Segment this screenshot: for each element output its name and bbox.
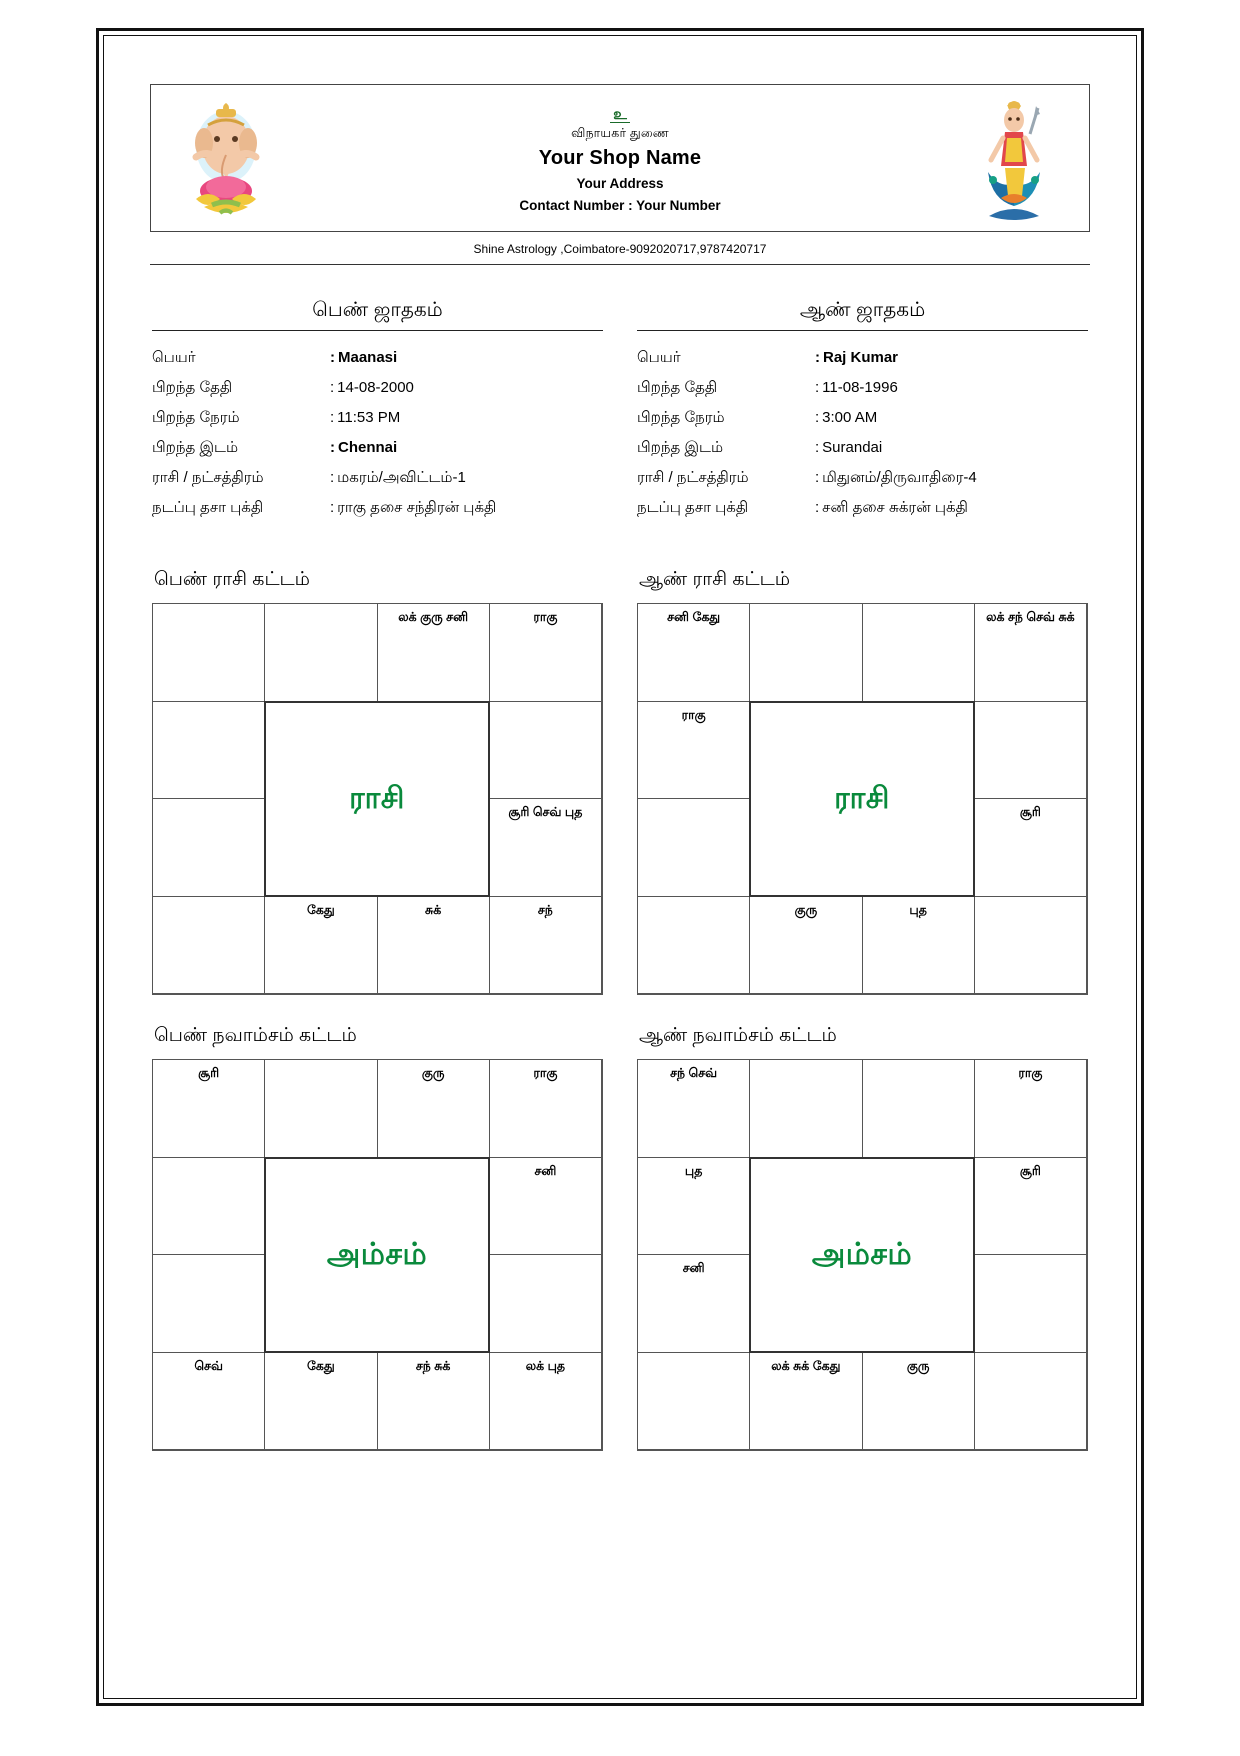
chart-house-cell: சூரி <box>974 798 1087 897</box>
header-box <box>150 84 1090 232</box>
shop-contact: Contact Number : Your Number <box>519 198 721 214</box>
field-label: பிறந்த இடம் <box>637 439 724 456</box>
chart-house-cell: சுக் <box>377 896 490 995</box>
astrology-grid <box>637 603 1088 995</box>
chart-house-cell <box>489 1254 602 1353</box>
chart-house-cell <box>974 1352 1087 1451</box>
bride-navamsam-chart <box>152 1025 603 1451</box>
colon-separator: : <box>815 439 820 456</box>
navamsam-charts-row <box>142 1025 1098 1451</box>
colon-separator: : <box>815 409 820 426</box>
chart-house-cell: புத <box>637 1157 750 1256</box>
field-value <box>330 493 603 523</box>
field-value-text: Surandai <box>822 439 883 456</box>
field-value-text: Raj Kumar <box>823 349 899 366</box>
chart-house-cell <box>152 798 265 897</box>
chart-center-cell <box>749 701 975 897</box>
field-label: பெயர் <box>637 349 681 366</box>
chart-house-cell <box>152 701 265 800</box>
field-label: நடப்பு தசா புக்தி <box>152 499 264 516</box>
field-label: ராசி / நட்சத்திரம் <box>152 469 264 486</box>
field-label: பெயர் <box>152 349 196 366</box>
chart-house-cell: லக் சந் செவ் சுக் <box>974 603 1087 702</box>
page-border-inner <box>103 35 1137 1699</box>
chart-house-cell <box>974 896 1087 995</box>
chart-center-label: ராசி <box>349 782 405 815</box>
field-value-text: மகரம்/அவிட்டம்-1 <box>337 469 466 486</box>
chart-house-cell: ராகு <box>489 1059 602 1158</box>
field-label: பிறந்த தேதி <box>637 379 718 396</box>
field-value <box>330 403 603 433</box>
astrology-grid <box>152 603 603 995</box>
chart-house-cell: சனி <box>489 1157 602 1256</box>
bride-section-title: பெண் ஜாதகம் <box>152 299 603 331</box>
astrology-credit-line: Shine Astrology ,Coimbatore-9092020717,9787420717 <box>150 232 1090 265</box>
detail-row <box>152 343 603 373</box>
chart-house-cell <box>637 1352 750 1451</box>
chart-center-cell <box>264 701 490 897</box>
field-value <box>330 433 603 463</box>
chart-heading: ஆண் நவாம்சம் கட்டம் <box>639 1025 837 1046</box>
field-label: நடப்பு தசா புக்தி <box>637 499 749 516</box>
chart-house-cell <box>152 1254 265 1353</box>
bride-rasi-chart <box>152 569 603 995</box>
chart-house-cell: ராகு <box>637 701 750 800</box>
colon-separator: : <box>330 349 335 366</box>
detail-row <box>637 463 1088 493</box>
chart-house-cell: கேது <box>264 1352 377 1451</box>
field-value <box>330 373 603 403</box>
chart-house-cell: செவ் <box>152 1352 265 1451</box>
chart-house-cell: சூரி செவ் புத <box>489 798 602 897</box>
colon-separator: : <box>330 499 335 516</box>
page-border-outer <box>96 28 1144 1706</box>
field-value-text: சனி தசை சுக்ரன் புக்தி <box>822 499 968 516</box>
chart-house-cell: சனி கேது <box>637 603 750 702</box>
colon-separator: : <box>815 379 820 396</box>
colon-separator: : <box>330 469 335 486</box>
colon-separator: : <box>330 379 335 396</box>
groom-rasi-chart <box>637 569 1088 995</box>
detail-row <box>637 493 1088 523</box>
detail-row <box>152 463 603 493</box>
chart-house-cell: லக் குரு சனி <box>377 603 490 702</box>
rasi-charts-row <box>142 569 1098 995</box>
detail-row <box>637 343 1088 373</box>
om-symbol: உ <box>610 107 630 124</box>
field-label: பிறந்த இடம் <box>152 439 239 456</box>
colon-separator: : <box>815 499 820 516</box>
field-value-text: 11-08-1996 <box>822 379 898 396</box>
astrology-grid <box>637 1059 1088 1451</box>
chart-house-cell <box>152 1157 265 1256</box>
colon-separator: : <box>815 349 820 366</box>
field-label: ராசி / நட்சத்திரம் <box>637 469 749 486</box>
chart-house-cell: கேது <box>264 896 377 995</box>
field-value <box>815 403 1088 433</box>
chart-heading: ஆண் ராசி கட்டம் <box>639 569 791 590</box>
colon-separator: : <box>330 439 335 456</box>
chart-center-label: அம்சம் <box>326 1238 428 1271</box>
groom-section-title: ஆண் ஜாதகம் <box>637 299 1088 331</box>
chart-house-cell <box>974 1254 1087 1353</box>
field-value-text: மிதுனம்/திருவாதிரை-4 <box>822 469 977 486</box>
chart-house-cell <box>152 896 265 995</box>
colon-separator: : <box>330 409 335 426</box>
chart-house-cell <box>862 1059 975 1158</box>
murugan-peacock-icon <box>939 85 1089 231</box>
chart-house-cell <box>974 701 1087 800</box>
chart-house-cell: குரு <box>862 1352 975 1451</box>
groom-details-column <box>637 299 1088 523</box>
vinayagar-thunai-text: விநாயகர் துணை <box>571 126 669 141</box>
chart-heading: பெண் ராசி கட்டம் <box>154 569 310 590</box>
detail-row <box>637 403 1088 433</box>
chart-house-cell: சூரி <box>152 1059 265 1158</box>
field-value <box>330 463 603 493</box>
field-value-text: Maanasi <box>338 349 398 366</box>
chart-house-cell: சந் செவ் <box>637 1059 750 1158</box>
ganesha-icon <box>151 85 301 231</box>
bride-field-list <box>152 343 603 523</box>
chart-house-cell: ராகு <box>489 603 602 702</box>
detail-row <box>152 403 603 433</box>
chart-house-cell <box>749 1059 862 1158</box>
field-value <box>815 493 1088 523</box>
field-label: பிறந்த தேதி <box>152 379 233 396</box>
chart-house-cell <box>637 896 750 995</box>
chart-house-cell <box>264 1059 377 1158</box>
chart-center-label: அம்சம் <box>811 1238 913 1271</box>
detail-row <box>152 373 603 403</box>
field-value-text: 14-08-2000 <box>337 379 414 396</box>
chart-house-cell: ராகு <box>974 1059 1087 1158</box>
detail-row <box>152 433 603 463</box>
chart-center-cell <box>749 1157 975 1353</box>
chart-house-cell: லக் புத <box>489 1352 602 1451</box>
header-text-block <box>301 85 939 231</box>
chart-house-cell: புத <box>862 896 975 995</box>
shop-name: Your Shop Name <box>538 147 702 170</box>
field-label: பிறந்த நேரம் <box>637 409 725 426</box>
chart-center-label: ராசி <box>834 782 890 815</box>
bride-details-column <box>152 299 603 523</box>
chart-house-cell <box>862 603 975 702</box>
detail-row <box>637 373 1088 403</box>
astrology-grid <box>152 1059 603 1451</box>
field-label: பிறந்த நேரம் <box>152 409 240 426</box>
chart-house-cell: லக் சுக் கேது <box>749 1352 862 1451</box>
groom-field-list <box>637 343 1088 523</box>
chart-house-cell <box>264 603 377 702</box>
field-value <box>815 343 1088 373</box>
shop-address: Your Address <box>576 176 664 192</box>
chart-house-cell: சந் <box>489 896 602 995</box>
chart-center-cell <box>264 1157 490 1353</box>
chart-house-cell: குரு <box>749 896 862 995</box>
chart-house-cell: சந் சுக் <box>377 1352 490 1451</box>
chart-house-cell: குரு <box>377 1059 490 1158</box>
colon-separator: : <box>815 469 820 486</box>
detail-row <box>637 433 1088 463</box>
horoscope-details-row <box>142 299 1098 523</box>
chart-house-cell <box>152 603 265 702</box>
field-value-text: 11:53 PM <box>337 409 401 426</box>
field-value <box>815 463 1088 493</box>
chart-house-cell: சூரி <box>974 1157 1087 1256</box>
detail-row <box>152 493 603 523</box>
chart-house-cell: சனி <box>637 1254 750 1353</box>
field-value <box>330 343 603 373</box>
chart-house-cell <box>489 701 602 800</box>
field-value-text: ராகு தசை சந்திரன் புக்தி <box>337 499 497 516</box>
field-value <box>815 373 1088 403</box>
field-value-text: Chennai <box>338 439 398 456</box>
chart-house-cell <box>749 603 862 702</box>
field-value-text: 3:00 AM <box>822 409 878 426</box>
chart-house-cell <box>637 798 750 897</box>
field-value <box>815 433 1088 463</box>
groom-navamsam-chart <box>637 1025 1088 1451</box>
chart-heading: பெண் நவாம்சம் கட்டம் <box>154 1025 357 1046</box>
